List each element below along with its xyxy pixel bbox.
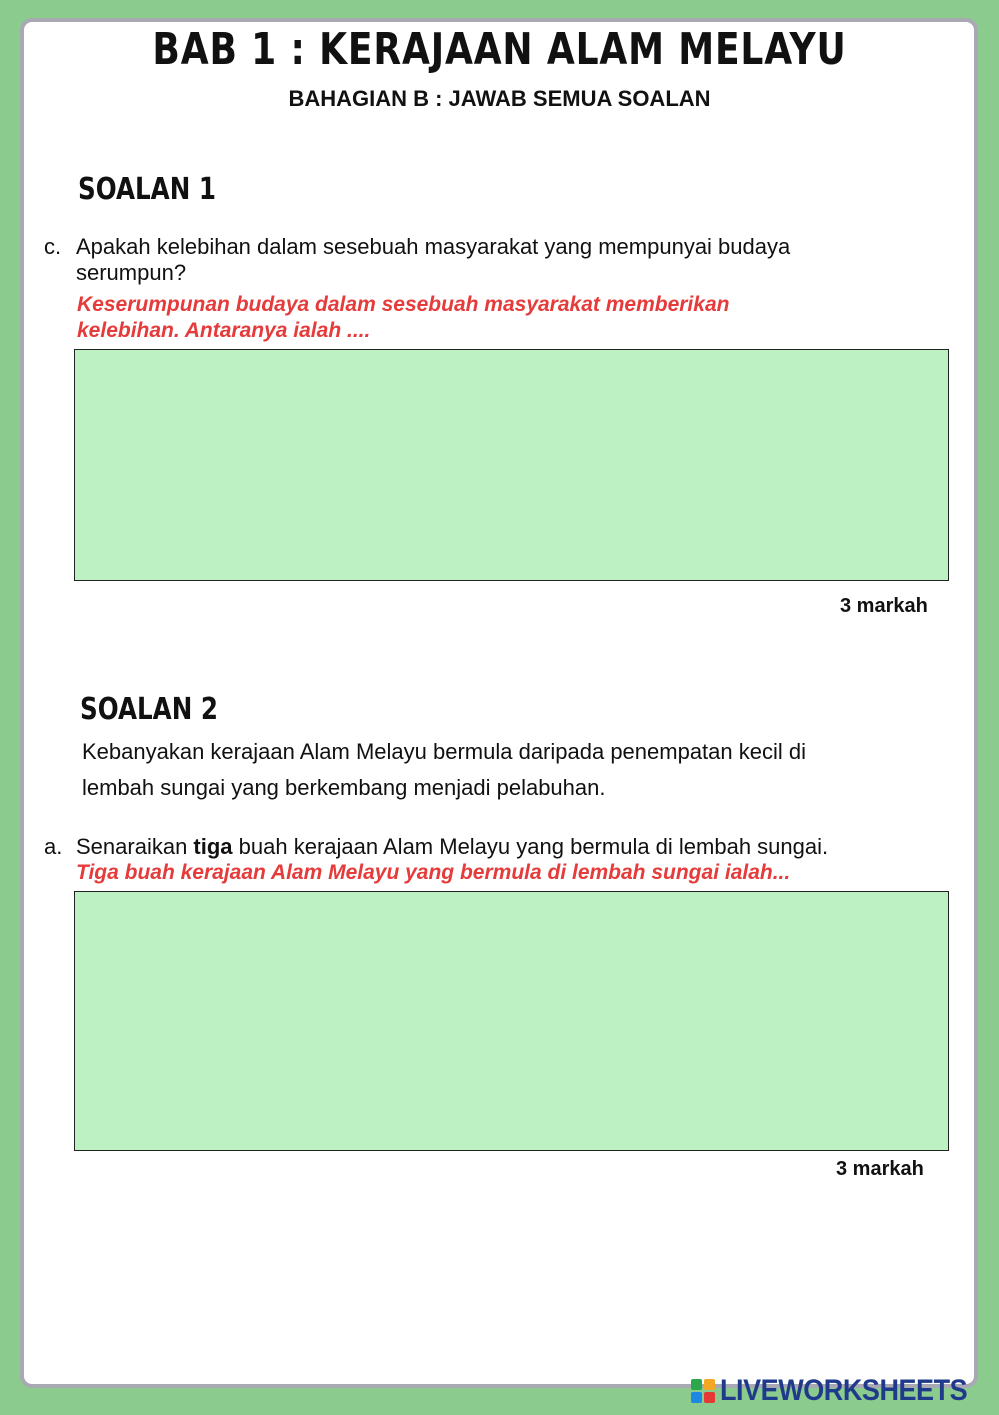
brand-logo-icon	[690, 1378, 716, 1404]
question-letter: a.	[44, 834, 63, 859]
brand-logo-square	[691, 1392, 702, 1403]
soalan-2-question	[44, 834, 964, 860]
soalan-1-answer-input[interactable]	[74, 349, 949, 581]
soalan-1-heading: SOALAN 1	[78, 172, 216, 207]
question-text-post: buah kerajaan Alam Melayu yang bermula di lembah sungai.	[232, 834, 829, 859]
page-title: BAB 1 : KERAJAAN ALAM MELAYU	[152, 24, 847, 75]
soalan-1-hint-line2: kelebihan. Antaranya ialah ....	[77, 319, 371, 342]
question-text-line2: serumpun?	[76, 260, 187, 285]
question-text-bold: tiga	[193, 834, 233, 859]
question-letter: c.	[44, 234, 62, 259]
question-text-pre: Senaraikan	[76, 834, 194, 859]
soalan-1-question	[44, 234, 944, 286]
soalan-2-heading: SOALAN 2	[80, 692, 218, 727]
soalan-1-marks: 3 markah	[840, 595, 928, 617]
soalan-2-intro-line1: Kebanyakan kerajaan Alam Melayu bermula daripada penempatan kecil di	[82, 739, 807, 764]
question-text	[76, 834, 828, 860]
liveworksheets-brand	[690, 1374, 995, 1408]
question-text-line1: Apakah kelebihan dalam sesebuah masyarakat yang mempunyai budaya	[76, 234, 791, 259]
soalan-2-hint: Tiga buah kerajaan Alam Melayu yang bermula di lembah sungai ialah...	[76, 861, 791, 884]
soalan-2-answer-input[interactable]	[74, 891, 949, 1151]
page-subtitle: BAHAGIAN B : JAWAB SEMUA SOALAN	[288, 86, 711, 111]
soalan-1-hint-line1: Keserumpunan budaya dalam sesebuah masyarakat memberikan	[77, 293, 730, 316]
soalan-2-intro-line2: lembah sungai yang berkembang menjadi pelabuhan.	[82, 775, 606, 800]
brand-logo-square	[691, 1379, 702, 1390]
soalan-2-marks: 3 markah	[836, 1158, 924, 1180]
brand-logo-square	[704, 1379, 715, 1390]
brand-text: LIVEWORKSHEETS	[720, 1374, 968, 1407]
brand-logo-square	[704, 1392, 715, 1403]
